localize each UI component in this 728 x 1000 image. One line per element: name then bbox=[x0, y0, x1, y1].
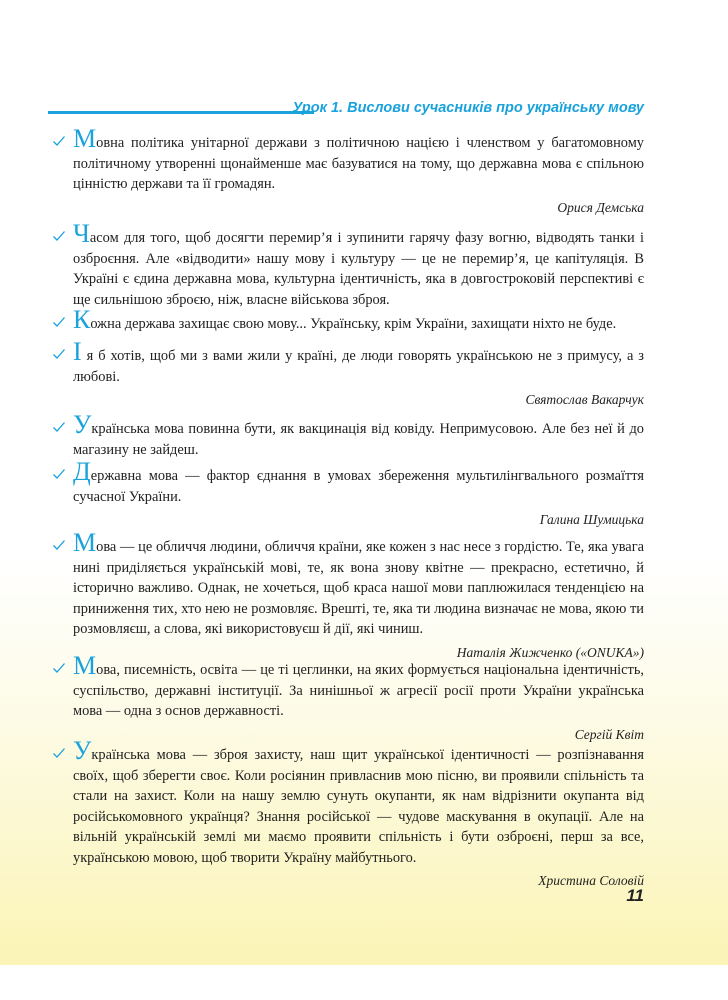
check-icon bbox=[52, 746, 66, 760]
quote-body: ова, писемність, освіта — це ті цеглинки, на яких формується національна ідентичність, суспільство, державні інституції. За нинішньої ж агресії росії проти України українська мова — одна з основ державності. bbox=[73, 662, 644, 719]
quote-item bbox=[52, 410, 644, 460]
check-icon bbox=[52, 420, 66, 434]
quote-text bbox=[73, 124, 644, 195]
quote-text bbox=[73, 219, 644, 310]
drop-cap: І bbox=[73, 337, 82, 366]
quote-author: Наталія Жижченко («ONUKA») bbox=[456, 644, 644, 660]
drop-cap: У bbox=[73, 736, 92, 765]
drop-cap: М bbox=[73, 651, 97, 680]
quote-text bbox=[73, 410, 644, 460]
check-icon bbox=[52, 467, 66, 481]
drop-cap: Ч bbox=[73, 219, 90, 248]
check-icon bbox=[52, 229, 66, 243]
lesson-header bbox=[48, 100, 644, 122]
check-icon bbox=[52, 315, 66, 329]
drop-cap: М bbox=[73, 528, 97, 557]
check-icon bbox=[52, 538, 66, 552]
quote-body: овна політика унітарної держави з політичною нацією і членством у багатомовному політичному утворенні щонайменше має базуватися на тому, що державна мова є спільною цінністю держави та її громадян. bbox=[73, 135, 644, 192]
check-icon bbox=[52, 347, 66, 361]
drop-cap: К bbox=[73, 305, 91, 334]
page-number: 11 bbox=[626, 886, 644, 905]
header-rule bbox=[48, 111, 314, 114]
check-icon bbox=[52, 661, 66, 675]
quote-body: ержавна мова — фактор єднання в умовах збереження мультилінгвального розмаїття сучасної України. bbox=[73, 468, 644, 505]
quote-body: ова — це обличчя людини, обличчя країни, яке кожен з нас несе з гордістю. Те, яка увага нині приділяється українській мові, те, як вона знову квітне — прекрасно, естетично, й історично важливо. Однак, не хочеться, щоб краса нашої мови паплюжилася тенденцією на приниження тих, хто нею не розмовляє. Врешті, те, яка ти людина визначає не мова, якою ти розмовляєш, а слова, які використовуєш й дії, які чиниш. bbox=[73, 539, 644, 637]
quote-body: країнська мова повинна бути, як вакцинація від ковіду. Непримусовою. Але без неї й до магазину не зайдеш. bbox=[73, 421, 644, 458]
quote-body: країнська мова — зброя захисту, наш щит української ідентичності — розпізнавання своїх, щоб зберегти своє. Коли росіянин привласнив мою пісню, ви проявили спільність та стали на захист. Коли на нашу землю сунуть окупанти, як нам відрізнити окупанта від російськомовного українця? Знання російської — чудове маскування в окупації. Але на вільній українській землі ми маємо проявити спільність і бути озброєні, перш за все, українською мовою, щоб творити Україну майбутнього. bbox=[73, 747, 644, 866]
lesson-title: Урок 1. Вислови сучасників про українську мову bbox=[292, 100, 644, 116]
check-icon bbox=[52, 134, 66, 148]
quote-body: я б хотів, щоб ми з вами жили у країні, де люди говорять українською не з примусу, а з любові. bbox=[73, 348, 644, 385]
quote-author: Орися Демська bbox=[557, 199, 644, 215]
quote-author: Сергій Квіт bbox=[574, 726, 644, 742]
quote-item bbox=[52, 736, 644, 890]
drop-cap: М bbox=[73, 124, 97, 153]
quote-item bbox=[52, 457, 644, 529]
quote-item bbox=[52, 219, 644, 310]
drop-cap: У bbox=[73, 410, 92, 439]
quote-author: Галина Шумицька bbox=[539, 512, 644, 527]
quote-text bbox=[73, 528, 644, 640]
quote-body: асом для того, щоб досягти перемир’я і зупинити гарячу фазу вогню, відводять танки і озброєння. Але «відводити» нашу мову і культуру — це не перемир’я, це капітуляція. В Україні є єдина державна мова, культурна ідентичність, яка в довгостроковій перспективі є ще сильнішою зброєю, ніж, власне військова зброя. bbox=[73, 230, 644, 308]
drop-cap: Д bbox=[73, 457, 91, 486]
quote-item bbox=[52, 337, 644, 409]
quote-text bbox=[73, 736, 644, 868]
quote-item bbox=[52, 124, 644, 217]
quote-item bbox=[52, 305, 644, 335]
quote-item bbox=[52, 528, 644, 662]
quote-text bbox=[73, 337, 644, 387]
quote-author: Святослав Вакарчук bbox=[525, 392, 644, 407]
quote-author: Христина Соловій bbox=[538, 873, 644, 888]
quote-text bbox=[73, 305, 644, 335]
quote-text bbox=[73, 457, 644, 507]
quote-body: ожна держава захищає свою мову... Українську, крім України, захищати ніхто не буде. bbox=[90, 316, 617, 332]
